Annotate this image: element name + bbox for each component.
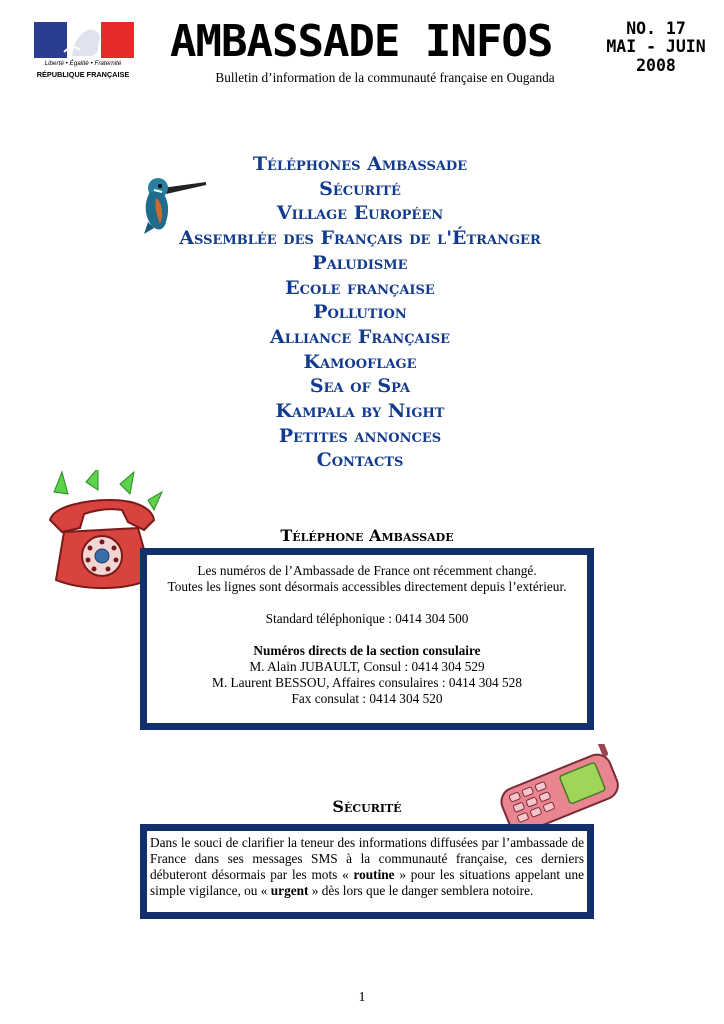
page-number: 1 [358, 990, 366, 1005]
securite-text-part: » dès lors que le danger semblera notoire. [308, 883, 534, 898]
telephone-line-1: Les numéros de l’Ambassade de France ont récemment changé. [197, 563, 537, 578]
toc-item: Kamooflage [303, 350, 417, 373]
logo-motto: Liberté • Égalité • Fraternité [44, 60, 122, 67]
securite-text-part: Dans le souci de clarifier la teneur des informations diffusées par l’ambassade de France dans ses messages SMS à la communauté française, ces derniers débuteront désormais par les mots « [150, 835, 584, 882]
toc-item: Petites annonces [278, 424, 442, 447]
toc-item: Contacts [316, 449, 404, 472]
telephone-section-title: Téléphone Ambassade [280, 526, 454, 545]
securite-info-box [140, 824, 594, 919]
securite-text-part: » pour les situations appelant une simple vigilance, ou « [150, 867, 584, 898]
consul-number: M. Alain JUBAULT, Consul : 0414 304 529 [249, 659, 485, 674]
republique-francaise-logo [30, 22, 136, 84]
telephone-standard: Standard téléphonique : 0414 304 500 [265, 611, 469, 626]
keyword-urgent: urgent [270, 883, 309, 898]
toc-item: Paludisme [312, 251, 408, 274]
affaires-number: M. Laurent BESSOU, Affaires consulaires : 0414 304 528 [212, 675, 522, 690]
newsletter-title: AMBASSADE INFOS [170, 16, 553, 67]
issue-period: MAI - JUIN [606, 37, 706, 57]
telephone-info-box [140, 548, 594, 730]
toc-item: Sea of Spa [309, 375, 411, 398]
toc-item: Alliance Française [269, 325, 451, 348]
fax-number: Fax consulat : 0414 304 520 [291, 691, 443, 706]
consular-heading: Numéros directs de la section consulaire [253, 643, 481, 658]
toc-item: Assemblée des Français de l'Étranger [179, 227, 541, 250]
toc-item: Sécurité [319, 177, 401, 200]
toc-item: Village Européen [276, 202, 444, 225]
table-of-contents [60, 152, 660, 473]
telephone-line-2: Toutes les lignes sont désormais accessibles directement depuis l’extérieur. [167, 579, 567, 594]
securite-section-title: Sécurité [332, 797, 402, 816]
marianne-profile-icon [34, 22, 134, 58]
issue-year: 2008 [636, 55, 676, 75]
issue-info [604, 20, 708, 75]
keyword-routine: routine [353, 867, 395, 882]
logo-republic-name: RÉPUBLIQUE FRANÇAISE [36, 70, 130, 79]
pink-mobile-phone-icon [494, 744, 626, 834]
issue-number: NO. 17 [626, 19, 686, 38]
toc-item: Kampala by Night [275, 400, 445, 423]
newsletter-subtitle: Bulletin d’information de la communauté française en Ouganda [215, 70, 555, 85]
toc-item: Pollution [313, 301, 407, 324]
toc-item: Téléphones Ambassade [252, 153, 468, 175]
toc-item: Ecole française [285, 276, 435, 299]
